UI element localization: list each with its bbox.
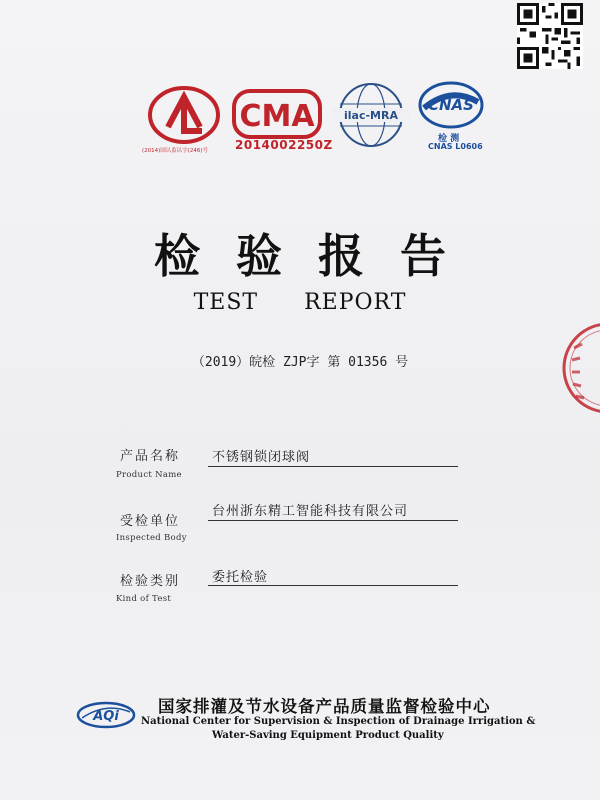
cma-registration-number: 2014002250Z (235, 138, 333, 152)
cal-caption: (2014)国认监认字(246)号 (142, 148, 209, 154)
official-seal (560, 318, 600, 418)
cnas-code: CNAS L0606 (428, 142, 483, 151)
inspected-body-underline (208, 520, 458, 521)
inspected-body-label-cn: 受检单位 (120, 514, 181, 529)
title-chinese: 检验报告 (154, 229, 482, 283)
qr-code (517, 3, 583, 69)
kind-of-test-value: 委托检验 (212, 570, 269, 585)
ilac-mra-logo (330, 80, 412, 150)
center-name-cn: 国家排灌及节水设备产品质量监督检验中心 (158, 697, 491, 716)
cnas-logo (418, 80, 484, 130)
cma-letters: CMA (239, 99, 315, 134)
kind-of-test-label-en: Kind of Test (116, 594, 172, 604)
aqi-text: AQi (93, 709, 119, 724)
product-name-underline (208, 466, 458, 467)
center-name-en-line1: National Center for Supervision & Inspection of Drainage Irrigation & (141, 716, 536, 727)
inspected-body-value: 台州浙东精工智能科技有限公司 (212, 504, 409, 519)
cnas-caption: 检 测 (438, 134, 460, 144)
inspected-body-label-en: Inspected Body (116, 533, 187, 543)
center-name-en-line2: Water-Saving Equipment Product Quality (212, 730, 444, 741)
report-number: （2019）皖检 ZJP字 第 01356 号 (191, 355, 409, 370)
kind-of-test-label-cn: 检验类别 (120, 574, 181, 589)
cal-logo (148, 85, 220, 145)
title-english: TEST REPORT (193, 290, 407, 315)
product-name-label-cn: 产品名称 (120, 449, 181, 464)
aqi-logo (76, 700, 136, 730)
cnas-text: CNAS (428, 96, 474, 114)
product-name-value: 不锈钢锁闭球阀 (212, 450, 311, 465)
kind-of-test-underline (208, 585, 458, 586)
product-name-label-en: Product Name (116, 470, 182, 480)
cma-logo (232, 88, 322, 140)
ilac-text: ilac-MRA (344, 109, 398, 122)
